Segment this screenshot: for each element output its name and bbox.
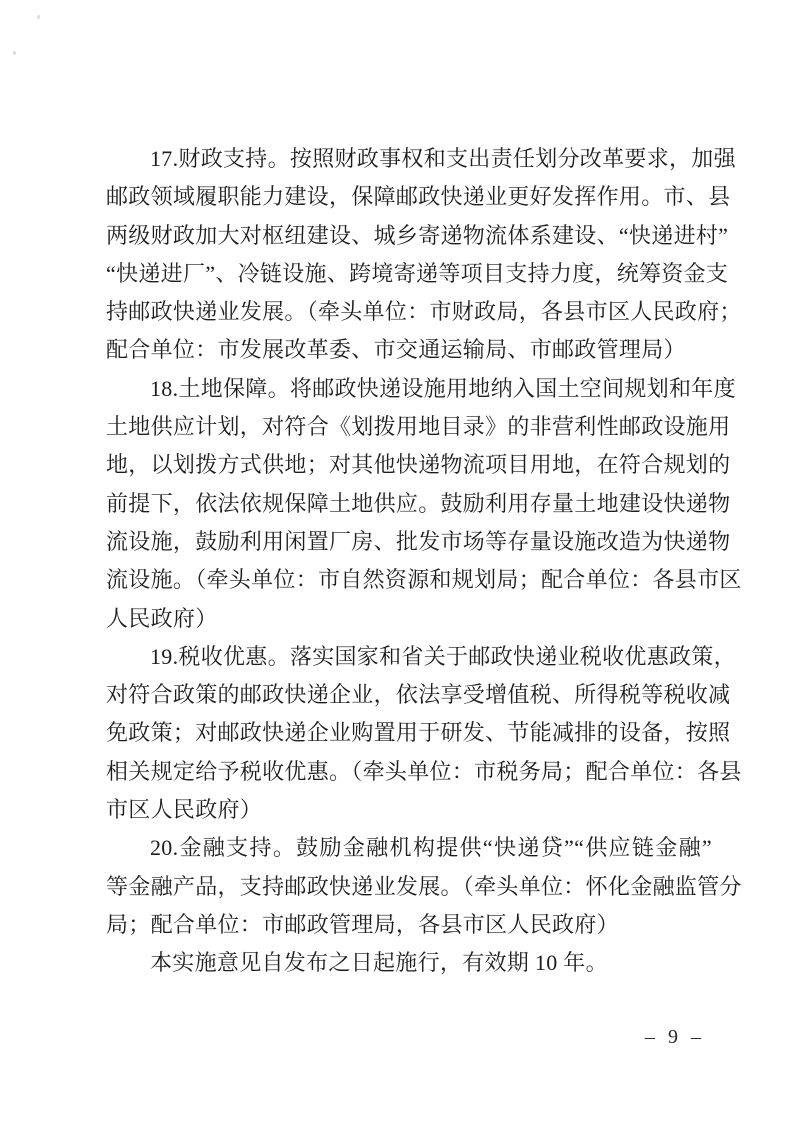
page-number: – 9 – xyxy=(645,1026,705,1048)
closing-statement xyxy=(106,944,712,982)
text-line: 邮政领域履职能力建设，保障邮政快递业更好发挥作用。市、县 xyxy=(106,184,731,210)
text-line: “快递进厂”、冷链设施、跨境寄递等项目支持力度，统筹资金支 xyxy=(106,260,729,286)
text-line: 对符合政策的邮政快递企业，依法享受增值税、所得税等税收减 xyxy=(106,682,731,708)
text-line: 流设施，鼓励利用闲置厂房、批发市场等存量设施改造为快递物 xyxy=(106,528,731,554)
text-line: 相关规定给予税收优惠。（牵头单位：市税务局；配合单位：各县 xyxy=(106,758,742,784)
text-line: 地，以划拨方式供地；对其他快递物流项目用地，在符合规划的 xyxy=(106,452,731,478)
text-line: 18.土地保障。将邮政快递设施用地纳入国土空间规划和年度 xyxy=(150,375,736,401)
text-line: 配合单位：市发展改革委、市交通运输局、市邮政管理局） xyxy=(106,337,686,363)
scan-speck xyxy=(37,15,40,19)
text-line: 持邮政快递业发展。（牵头单位：市财政局，各县市区人民政府； xyxy=(106,299,742,325)
text-line: 免政策；对邮政快递企业购置用于研发、节能减排的设备，按照 xyxy=(106,720,731,746)
text-line: 两级财政加大对枢纽建设、城乡寄递物流体系建设、“快递进村” xyxy=(106,222,729,248)
text-line: 19.税收优惠。落实国家和省关于邮政快递业税收优惠政策， xyxy=(150,643,736,669)
document-body xyxy=(106,140,742,983)
text-line: 前提下，依法依规保障土地供应。鼓励利用存量土地建设快递物 xyxy=(106,490,731,516)
text-line: 人民政府） xyxy=(106,605,218,631)
scan-speck xyxy=(13,51,16,55)
text-line: 本实施意见自发布之日起施行，有效期 10 年。 xyxy=(150,950,608,976)
text-line: 等金融产品，支持邮政快递业发展。（牵头单位：怀化金融监管分 xyxy=(106,873,742,899)
text-line: 17.财政支持。按照财政事权和支出责任划分改革要求，加强 xyxy=(150,146,736,171)
text-line: 流设施。（牵头单位：市自然资源和规划局；配合单位：各县市区 xyxy=(106,567,742,593)
text-line: 市区人民政府） xyxy=(106,797,263,823)
item-18-land-guarantee xyxy=(106,370,742,638)
item-20-financial-support xyxy=(106,829,742,944)
text-line: 20.金融支持。鼓励金融机构提供“快递贷”“供应链金融” xyxy=(150,835,712,861)
text-line: 局；配合单位：市邮政管理局，各县市区人民政府） xyxy=(106,911,619,937)
item-17-fiscal-support xyxy=(106,140,742,370)
text-line: 土地供应计划，对符合《划拨用地目录》的非营利性邮政设施用 xyxy=(106,414,731,440)
item-19-tax-preference xyxy=(106,638,742,829)
